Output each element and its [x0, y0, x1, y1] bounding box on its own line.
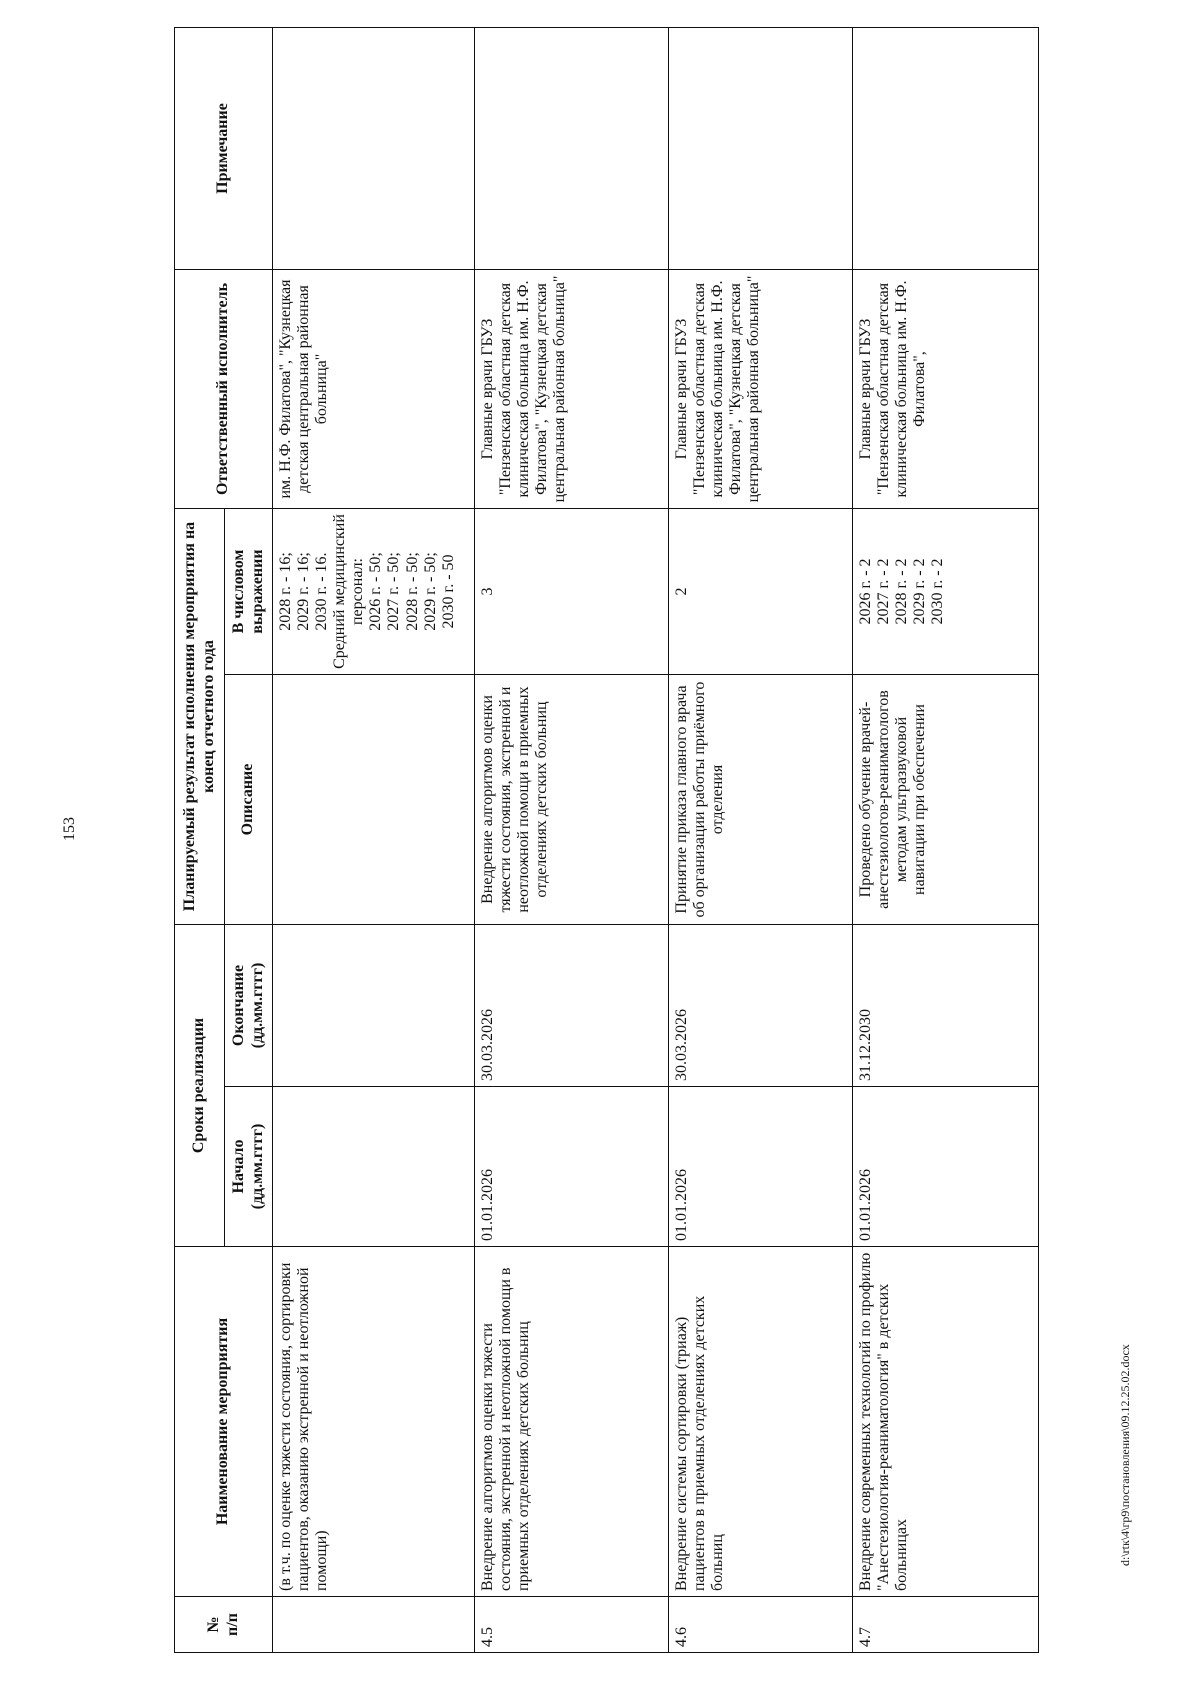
- cell-num: 4.6: [669, 1597, 853, 1653]
- cell-note: [853, 28, 1039, 270]
- header-responsible: Ответственный исполнитель: [175, 270, 273, 509]
- footer-file-path: d:\rtк\4\гр9\постановления\09.12.25.02.docx: [1118, 1344, 1132, 1566]
- cell-numeric: 2026 г. - 2 2027 г. - 2 2028 г. - 2 2029 г. - 2 2030 г. - 2: [853, 509, 1039, 675]
- cell-responsible: им. Н.Ф. Филатова", "Кузнецкая детская центральная районная больница": [273, 270, 475, 509]
- header-description: Описание: [225, 675, 273, 925]
- cell-name: Внедрение алгоритмов оценки тяжести состояния, экстренной и неотложной помощи в приемных отделениях детских больниц: [475, 1247, 669, 1597]
- cell-description: Проведено обучение врачей-анестезиологов-реаниматологов методам ультразвуковой навигации при обеспечении: [853, 675, 1039, 925]
- cell-description: [273, 675, 475, 925]
- table-row: [475, 28, 669, 1653]
- cell-name: Внедрение современных технологий по профилю "Анестезиология-реаниматология" в детских больницах: [853, 1247, 1039, 1597]
- cell-note: [669, 28, 853, 270]
- table-row: [853, 28, 1039, 1653]
- cell-end: [273, 925, 475, 1087]
- document-table-rotated: [174, 28, 1038, 1653]
- cell-start: 01.01.2026: [669, 1087, 853, 1247]
- header-note: Примечание: [175, 28, 273, 270]
- cell-end: 31.12.2030: [853, 925, 1039, 1087]
- header-start: Начало (дд.мм.гггг): [225, 1087, 273, 1247]
- cell-numeric: 3: [475, 509, 669, 675]
- header-planned: Планируемый результат исполнения мероприятия на конец отчетного года: [175, 509, 225, 925]
- page-number: 153: [61, 817, 78, 841]
- cell-end: 30.03.2026: [475, 925, 669, 1087]
- cell-name: (в т.ч. по оценке тяжести состояния, сортировки пациентов, оказанию экстренной и неотложной помощи): [273, 1247, 475, 1597]
- cell-start: 01.01.2026: [853, 1087, 1039, 1247]
- cell-start: 01.01.2026: [475, 1087, 669, 1247]
- header-name: Наименование мероприятия: [175, 1247, 273, 1597]
- cell-num: [273, 1597, 475, 1653]
- cell-responsible: Главные врачи ГБУЗ "Пензенская областная детская клиническая больница им. Н.Ф. Филатова", "Кузнецкая детская центральная районная больница": [475, 270, 669, 509]
- cell-description: Внедрение алгоритмов оценки тяжести состояния, экстренной и неотложной помощи в приемных отделениях детских больниц: [475, 675, 669, 925]
- cell-num: 4.5: [475, 1597, 669, 1653]
- header-num: № п/п: [175, 1597, 273, 1653]
- cell-num: 4.7: [853, 1597, 1039, 1653]
- cell-responsible: Главные врачи ГБУЗ "Пензенская областная детская клиническая больница им. Н.Ф. Филатова",: [853, 270, 1039, 509]
- cell-numeric: 2: [669, 509, 853, 675]
- cell-responsible: Главные врачи ГБУЗ "Пензенская областная детская клиническая больница им. Н.Ф. Филатова", "Кузнецкая детская центральная районная больница": [669, 270, 853, 509]
- cell-note: [273, 28, 475, 270]
- activities-table: [174, 27, 1039, 1653]
- cell-name: Внедрение системы сортировки (триаж) пациентов в приемных отделениях детских больниц: [669, 1247, 853, 1597]
- header-terms: Сроки реализации: [175, 925, 225, 1247]
- cell-note: [475, 28, 669, 270]
- header-numeric: В числовом выражении: [225, 509, 273, 675]
- table-row: [669, 28, 853, 1653]
- table-row: [273, 28, 475, 1653]
- cell-numeric: 2028 г. - 16; 2029 г. - 16; 2030 г. - 16. Средний медицинский персонал: 2026 г. - 50; 2027 г. - 50; 2028 г. - 50; 2029 г. - 50; 2030 г. - 50: [273, 509, 475, 675]
- cell-description: Принятие приказа главного врача об организации работы приёмного отделения: [669, 675, 853, 925]
- cell-start: [273, 1087, 475, 1247]
- cell-end: 30.03.2026: [669, 925, 853, 1087]
- header-end: Окончание (дд.мм.гггг): [225, 925, 273, 1087]
